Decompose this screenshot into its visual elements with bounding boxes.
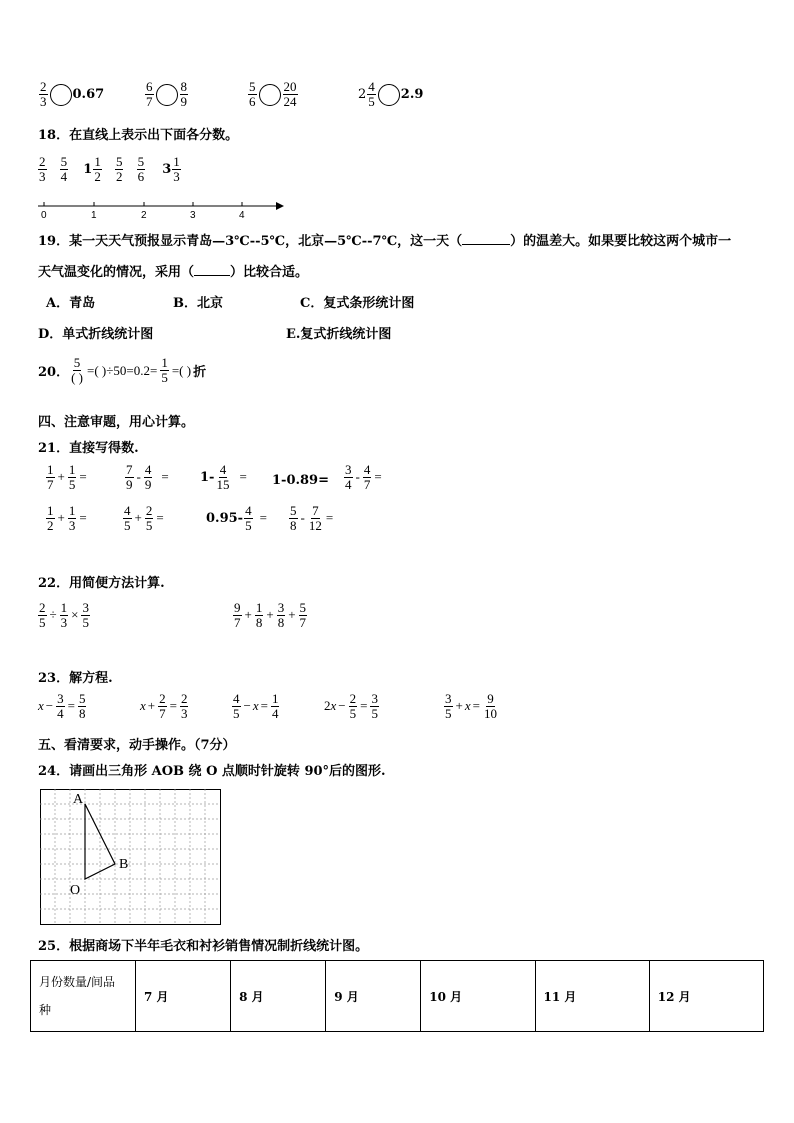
- tick-label: 2: [141, 210, 147, 221]
- month-cell: 12 月: [649, 961, 763, 1032]
- fraction: $\frac{4}{5}$: [245, 503, 252, 533]
- equation-3: $\frac{4}{5}$ − x = $\frac{1}{4}$: [233, 691, 279, 721]
- month-cell: 7 月: [136, 961, 231, 1032]
- fraction: $\frac{2}{5}$: [145, 503, 153, 533]
- month-cell: 10 月: [421, 961, 535, 1032]
- fraction: $\frac{1}{2}$: [94, 154, 101, 184]
- fraction: $\frac{4}{15}$: [216, 462, 230, 492]
- q24-title: 24．请画出三角形 AOB 绕 O 点顺时针旋转 90°后的图形.: [38, 764, 386, 779]
- fraction: $\frac{5}{8}$: [290, 503, 297, 533]
- month-cell: 9 月: [326, 961, 421, 1032]
- fraction: $\frac{1}{7}$: [47, 462, 54, 492]
- tick-label: 3: [190, 210, 196, 221]
- equation-5: $\frac{3}{5}$ + x = $\frac{9}{10}$: [445, 691, 497, 721]
- fraction: $\frac{8}{9}$: [180, 79, 187, 109]
- option-d: D．单式折线统计图: [38, 327, 154, 342]
- q19-line1: 19．某一天天气预报显示青岛—3℃--5℃，北京—5℃--7℃，这一天（ ）的温差大。如果要比较这两个城市一: [38, 234, 732, 249]
- q18-fractions: $\frac{2}{3}$ $\frac{5}{4}$ 1 $\frac{1}{2}$ $\frac{5}{2}$ $\frac{5}{6}$ 3 $\frac{1}{3}$: [39, 154, 180, 184]
- rotation-grid[interactable]: [40, 789, 222, 926]
- q17-item-1: $\frac{2}{3}$ 0.67: [40, 79, 105, 109]
- tick-label: 1: [91, 210, 97, 221]
- option-c: C．复式条形统计图: [300, 296, 415, 311]
- fraction: $\frac{6}{7}$: [146, 79, 153, 109]
- equation-1: x − $\frac{3}{4}$ = $\frac{5}{8}$: [38, 691, 86, 721]
- month-cell: 8 月: [231, 961, 326, 1032]
- fraction: $\frac{1}{2}$: [47, 503, 54, 533]
- option-a: A．青岛: [46, 296, 96, 311]
- fraction: $\frac{1}{5}$: [161, 355, 168, 385]
- q22-expr-1: $\frac{2}{5}$ ÷ $\frac{1}{3}$ × $\frac{3}{5}$: [39, 600, 89, 630]
- q17-item-4: 2 $\frac{4}{5}$ 2.9: [358, 79, 424, 109]
- q21-row1-e3: 1- $\frac{4}{15}$ =: [200, 462, 247, 492]
- tick-label: 0: [41, 210, 47, 221]
- fraction: $\frac{1}{3}$: [68, 503, 76, 533]
- q25-title: 25．根据商场下半年毛衣和衬衫销售情况制折线统计图。: [38, 939, 369, 954]
- q17-item-3: [247, 80, 299, 109]
- label-a: A: [73, 792, 84, 807]
- section-5-heading: 五、看清要求，动手操作。（7分）: [38, 738, 236, 753]
- number-line: [30, 196, 290, 222]
- q19-line2: 天气温变化的情况，采用（ ）比较合适。: [38, 265, 309, 280]
- fraction: $\frac{5}{6}$: [137, 154, 145, 184]
- fraction: $\frac{20}{24}$: [283, 79, 297, 109]
- q21-row2: $\frac{1}{2}$ + $\frac{1}{3}$ =: [47, 503, 87, 533]
- q21-row2-e3: 0.95- $\frac{4}{5}$ =: [206, 503, 267, 533]
- fraction: $\frac{1}{3}$: [173, 154, 180, 184]
- compare-circle[interactable]: [378, 84, 400, 106]
- compare-circle[interactable]: [156, 84, 178, 106]
- fraction: $\frac{7}{9}$: [126, 462, 133, 492]
- q17-item-2: [144, 80, 189, 109]
- fraction: $\frac{4}{7}$: [363, 462, 371, 492]
- fraction: $\frac{5}{2}$: [115, 154, 123, 184]
- section-4-heading: 四、注意审题，用心计算。: [38, 415, 195, 430]
- tick-label: 4: [239, 210, 245, 221]
- compare-circle[interactable]: [259, 84, 281, 106]
- q18-title: 18．在直线上表示出下面各分数。: [38, 128, 239, 143]
- q21-row2-e4: $\frac{5}{8}$ - $\frac{7}{12}$ =: [290, 503, 334, 533]
- equation-4: 2x − $\frac{2}{5}$ = $\frac{3}{5}$: [324, 691, 378, 721]
- compare-circle[interactable]: [50, 84, 72, 106]
- fraction: $\frac{5}{6}$: [249, 79, 256, 109]
- fraction: $\frac{4}{5}$: [124, 503, 131, 533]
- label-o: O: [70, 883, 81, 898]
- q21-row1-e2: $\frac{7}{9}$ - $\frac{4}{9}$ =: [126, 462, 169, 492]
- fraction: $\frac{1}{5}$: [68, 462, 76, 492]
- option-e: E.复式折线统计图: [286, 327, 392, 342]
- option-b: B．北京: [173, 296, 223, 311]
- fraction: $\frac{7}{12}$: [308, 503, 322, 533]
- fraction: $\frac{4}{9}$: [144, 462, 152, 492]
- q23-title: 23．解方程.: [38, 671, 113, 686]
- q21-row1-e4: 1-0.89=: [272, 473, 329, 488]
- sales-table: [30, 960, 764, 1032]
- q22-title: 22．用简便方法计算.: [38, 576, 165, 591]
- q21-title: 21．直接写得数.: [38, 441, 139, 456]
- equation-2: x + $\frac{2}{7}$ = $\frac{2}{3}$: [140, 691, 188, 721]
- q21-row2-e2: $\frac{4}{5}$ + $\frac{2}{5}$ =: [124, 503, 164, 533]
- table-row: [31, 961, 764, 1032]
- fraction: $\frac{2}{3}$: [40, 79, 47, 109]
- fraction: $\frac{4}{5}$: [368, 79, 375, 109]
- answer-blank[interactable]: [462, 244, 510, 245]
- q22-expr-2: $\frac{9}{7}$ + $\frac{1}{8}$ + $\frac{3}{8}$ + $\frac{5}{7}$: [234, 600, 307, 630]
- fraction: $\frac{5}{( )}$: [71, 355, 84, 385]
- fraction: $\frac{5}{4}$: [60, 154, 68, 184]
- label-b: B: [119, 857, 129, 872]
- q20: 20． $\frac{5}{( )}$ =( )÷50=0.2= $\frac{1}{5}$ =( ) 折: [38, 355, 207, 385]
- fraction: $\frac{2}{3}$: [39, 154, 46, 184]
- table-header-cell: 月份数量/间品 种: [31, 961, 136, 1032]
- month-cell: 11 月: [535, 961, 649, 1032]
- q17-row: [38, 79, 424, 109]
- fraction: $\frac{3}{4}$: [345, 462, 352, 492]
- answer-blank[interactable]: [194, 275, 230, 276]
- q21-row1: $\frac{1}{7}$ + $\frac{1}{5}$ =: [47, 462, 87, 492]
- q21-row1-e5: $\frac{3}{4}$ - $\frac{4}{7}$ =: [345, 462, 382, 492]
